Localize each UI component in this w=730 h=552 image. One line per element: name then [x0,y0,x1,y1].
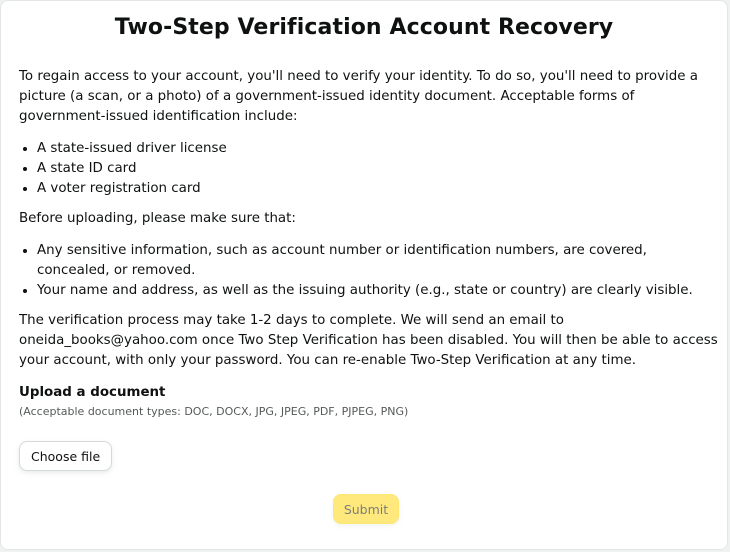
before-uploading-text: Before uploading, please make sure that: [19,211,296,226]
accepted-types-text: (Acceptable document types: DOC, DOCX, JPG, JPEG, PDF, PJPEG, PNG) [19,405,409,418]
submit-button[interactable]: Submit [333,494,399,524]
id-types-list [19,139,719,199]
list-item: • Your name and address, as well as the issuing authority (e.g., state or country) are clearly visible. [37,281,719,301]
list-item: • A state-issued driver license [37,139,719,159]
recovery-content [19,67,719,421]
choose-file-button[interactable]: Choose file [19,441,112,471]
list-item: • A voter registration card [37,179,719,199]
process-text: The verification process may take 1-2 days to complete. We will send an email to oneida_books@yahoo.com once Two Step Verification has been disabled. You will then be able to access your account, with only your password. You can re-enable Two-Step Verification at any time. [19,313,718,368]
list-item: • A state ID card [37,159,719,179]
list-item: • Any sensitive information, such as account number or identification numbers, are covered, concealed, or removed. [37,241,719,281]
page-title: Two-Step Verification Account Recovery [114,15,614,40]
intro-text: To regain access to your account, you'll need to verify your identity. To do so, you'll need to provide a picture (a scan, or a photo) of a government-issued identity document. Acceptable forms of government-issued identification include: [19,69,698,124]
requirements-list [19,241,719,301]
upload-heading: Upload a document [19,385,166,400]
